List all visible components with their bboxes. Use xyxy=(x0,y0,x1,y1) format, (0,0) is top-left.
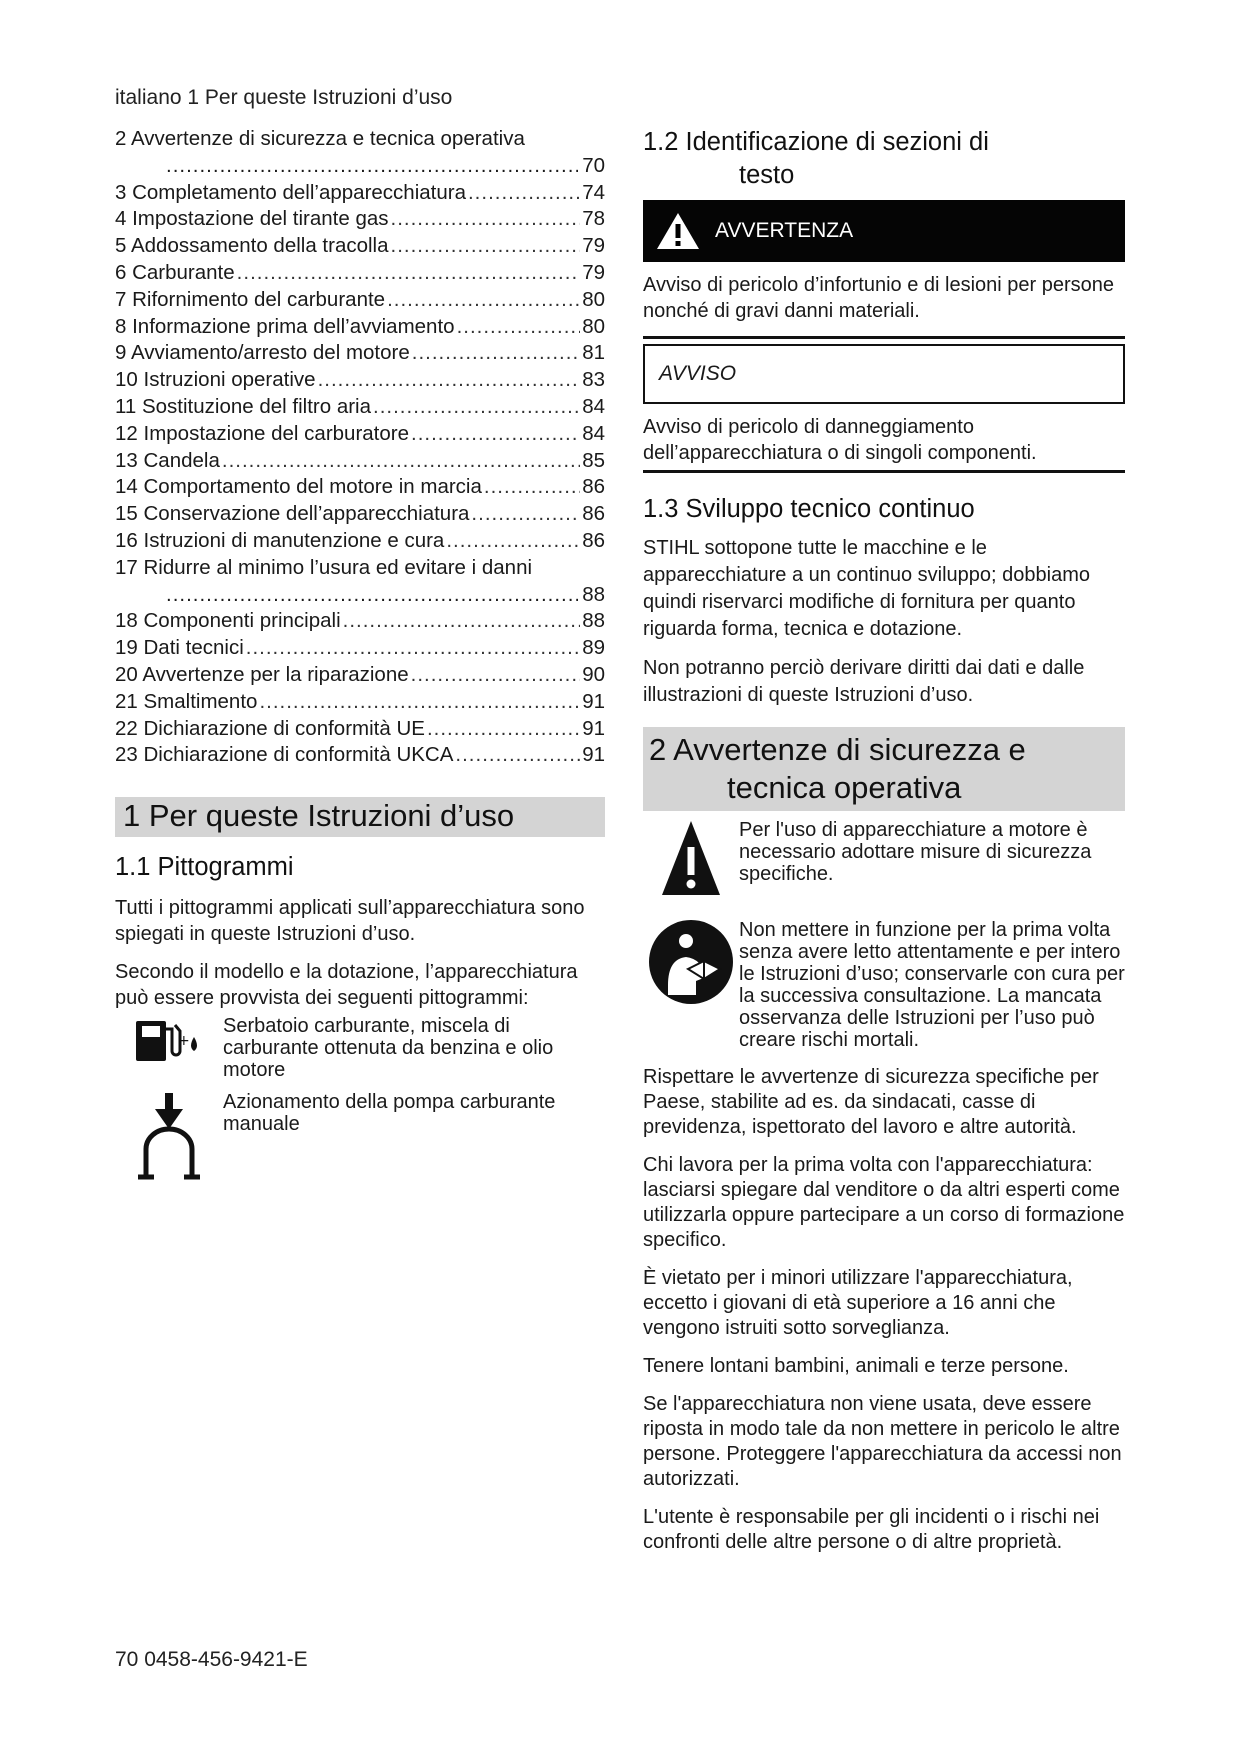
heading-line: tecnica operativa xyxy=(727,770,962,805)
toc-item-title: 23 Dichiarazione di conformità UKCA xyxy=(115,743,454,767)
right-column xyxy=(643,126,1125,1555)
toc-leader xyxy=(484,474,580,501)
toc-leader xyxy=(468,180,580,207)
toc-item[interactable] xyxy=(115,608,605,635)
toc-leader xyxy=(412,340,580,367)
toc-item[interactable] xyxy=(115,555,605,609)
table-of-contents xyxy=(115,126,605,769)
toc-item-page: 88 xyxy=(582,609,605,633)
toc-item-page: 90 xyxy=(582,662,605,686)
toc-item[interactable] xyxy=(115,340,605,367)
section-2-heading xyxy=(643,727,1125,811)
toc-item-title: 8 Informazione prima dell’avviamento xyxy=(115,314,455,338)
heading-line: testo xyxy=(739,161,795,189)
toc-leader xyxy=(411,421,580,448)
toc-item[interactable] xyxy=(115,180,605,207)
toc-item-page: 91 xyxy=(582,716,605,740)
toc-item-title: 9 Avviamento/arresto del motore xyxy=(115,341,410,365)
toc-item-title: 21 Smaltimento xyxy=(115,689,258,713)
toc-leader xyxy=(237,260,581,287)
paragraph: È vietato per i minori utilizzare l'apparecchiatura, eccetto i giovani di età superiore a 16 anni che vengono istruiti sotto sorveglianza. xyxy=(643,1267,1073,1339)
toc-item-page: 91 xyxy=(582,689,605,713)
toc-item-title: 2 Avvertenze di sicurezza e tecnica operativa xyxy=(115,127,525,150)
toc-leader xyxy=(166,582,578,609)
toc-item[interactable] xyxy=(115,287,605,314)
paragraph: Tenere lontani bambini, animali e terze persone. xyxy=(643,1355,1069,1377)
toc-leader xyxy=(446,528,580,555)
toc-item-page: 83 xyxy=(582,368,605,392)
toc-item-title: 20 Avvertenze per la riparazione xyxy=(115,662,409,686)
paragraph: Tutti i pittogrammi applicati sull’apparecchiatura sono spiegati in queste Istruzioni d’uso. xyxy=(115,897,585,946)
subsection-1-3-heading: 1.3 Sviluppo tecnico continuo xyxy=(643,495,975,523)
toc-item-page: 80 xyxy=(582,287,605,311)
toc-item-title: 3 Completamento dell’apparecchiatura xyxy=(115,180,466,204)
toc-leader xyxy=(259,689,580,716)
toc-item-page: 86 xyxy=(582,475,605,499)
toc-item-title: 17 Ridurre al minimo l’usura ed evitare i danni xyxy=(115,555,533,579)
paragraph: STIHL sottopone tutte le macchine e le apparecchiature a un continuo sviluppo; dobbiamo quindi riservarci modifiche di fornitura per quanto riguarda forma, tecnica e dotazione. xyxy=(643,537,1090,640)
toc-leader xyxy=(222,448,580,475)
toc-leader xyxy=(166,153,578,180)
toc-item-title: 4 Impostazione del tirante gas xyxy=(115,207,389,231)
svg-text:+: + xyxy=(178,1033,190,1050)
safety-icon-text: Non mettere in funzione per la prima volta senza avere letto attentamente e per intero le Istruzioni d’uso; conservarle con cura per la successiva consultazione. La mancata osservanza delle Istruzioni per l’uso può creare rischi mortali. xyxy=(739,919,1125,1051)
toc-item-page: 78 xyxy=(582,207,605,231)
toc-item[interactable] xyxy=(115,662,605,689)
paragraph: Se l'apparecchiatura non viene usata, deve essere riposta in modo tale da non mettere in pericolo le altre persone. Proteggere l'apparecchiatura da accessi non autorizzati. xyxy=(643,1393,1122,1490)
toc-item-title: 22 Dichiarazione di conformità UE xyxy=(115,716,425,740)
toc-leader xyxy=(318,367,581,394)
toc-leader xyxy=(387,287,580,314)
toc-item[interactable] xyxy=(115,716,605,743)
toc-item[interactable] xyxy=(115,501,605,528)
heading-line: 1.2 Identificazione di sezioni di xyxy=(643,128,989,156)
read-manual-icon xyxy=(648,919,734,1005)
toc-item-page: 79 xyxy=(582,260,605,284)
subsection-1-2-heading xyxy=(643,126,1125,192)
toc-item-page: 85 xyxy=(582,448,605,472)
toc-item-page: 91 xyxy=(582,743,605,767)
toc-leader xyxy=(391,206,581,233)
toc-item-page: 74 xyxy=(582,180,605,204)
notice-block xyxy=(643,336,1125,404)
pictogram-description: Serbatoio carburante, miscela di carburante ottenuta da benzina e olio motore xyxy=(223,1015,554,1082)
toc-item-title: 13 Candela xyxy=(115,448,220,472)
toc-item-title: 10 Istruzioni operative xyxy=(115,368,316,392)
toc-item-page: 79 xyxy=(582,234,605,258)
safety-icon-item xyxy=(643,919,1125,1051)
toc-item-page: 84 xyxy=(582,394,605,418)
toc-leader xyxy=(411,662,581,689)
toc-item-title: 18 Componenti principali xyxy=(115,609,341,633)
paragraph: Secondo il modello e la dotazione, l’apparecchiatura può essere provvista dei seguenti pittogrammi: xyxy=(115,961,578,1010)
paragraph: Rispettare le avvertenze di sicurezza specifiche per Paese, stabilite ad es. da sindacati, casse di previdenza, ispettorato del lavoro e altre autorità. xyxy=(643,1066,1099,1138)
toc-item[interactable] xyxy=(115,367,605,394)
toc-item-title: 5 Addossamento della tracolla xyxy=(115,234,389,258)
safety-icon-item xyxy=(643,819,1125,899)
warning-text: Avviso di pericolo d’infortunio e di lesioni per persone nonché di gravi danni materiali. xyxy=(643,274,1115,322)
left-column xyxy=(115,126,605,1183)
toc-item-page: 86 xyxy=(582,502,605,526)
toc-item[interactable] xyxy=(115,260,605,287)
warning-label: AVVERTENZA xyxy=(715,219,854,242)
pictogram-item xyxy=(115,1015,605,1081)
page-header: italiano 1 Per queste Istruzioni d’uso xyxy=(115,86,453,109)
warning-triangle-icon xyxy=(655,211,701,251)
paragraph: L'utente è responsabile per gli incidenti o i rischi nei confronti delle altre persone o di altre proprietà. xyxy=(643,1506,1100,1553)
toc-item[interactable] xyxy=(115,474,605,501)
toc-item[interactable] xyxy=(115,314,605,341)
heading-line: 2 Avvertenze di sicurezza e xyxy=(649,732,1026,767)
toc-item-page: 88 xyxy=(582,582,605,606)
warning-triangle-icon xyxy=(660,819,722,899)
toc-item-title: 14 Comportamento del motore in marcia xyxy=(115,475,482,499)
pictogram-item xyxy=(115,1091,605,1183)
toc-item-page: 70 xyxy=(582,153,605,177)
toc-item-page: 81 xyxy=(582,341,605,365)
toc-leader xyxy=(471,501,580,528)
primer-pump-icon xyxy=(134,1091,204,1183)
toc-item-page: 89 xyxy=(582,636,605,660)
toc-item[interactable] xyxy=(115,233,605,260)
toc-item[interactable] xyxy=(115,421,605,448)
toc-item[interactable] xyxy=(115,689,605,716)
toc-item-title: 12 Impostazione del carburatore xyxy=(115,421,410,445)
toc-item-page: 84 xyxy=(582,421,605,445)
toc-leader xyxy=(455,742,580,769)
page-footer: 70 0458-456-9421-E xyxy=(115,1648,308,1671)
toc-leader xyxy=(427,716,580,743)
paragraph: Non potranno perciò derivare diritti dai dati e dalle illustrazioni di queste Istruzioni d’uso. xyxy=(643,657,1085,706)
toc-item[interactable] xyxy=(115,742,605,769)
toc-item[interactable] xyxy=(115,394,605,421)
toc-leader xyxy=(373,394,580,421)
toc-item-title: 6 Carburante xyxy=(115,260,235,284)
notice-text: Avviso di pericolo di danneggiamento dell’apparecchiatura o di singoli componenti. xyxy=(643,414,1125,473)
toc-item-title: 15 Conservazione dell’apparecchiatura xyxy=(115,502,470,526)
safety-icon-text: Per l'uso di apparecchiature a motore è necessario adottare misure di sicurezza specifiche. xyxy=(739,819,1092,885)
toc-item-title: 7 Rifornimento del carburante xyxy=(115,287,386,311)
notice-label: AVVISO xyxy=(643,344,1125,404)
toc-leader xyxy=(246,635,580,662)
toc-item-title: 19 Dati tecnici xyxy=(115,636,244,660)
fuel-tank-icon xyxy=(134,1015,204,1065)
toc-leader xyxy=(343,608,581,635)
toc-leader xyxy=(391,233,581,260)
toc-item[interactable] xyxy=(115,126,605,180)
subsection-1-1-heading: 1.1 Pittogrammi xyxy=(115,853,294,882)
toc-leader xyxy=(457,314,581,341)
toc-item[interactable] xyxy=(115,635,605,662)
paragraph: Chi lavora per la prima volta con l'apparecchiatura: lasciarsi spiegare dal venditore o da altri esperti come utilizzarla oppure partecipare a un corso di formazione specifico. xyxy=(643,1154,1125,1251)
toc-item-title: 16 Istruzioni di manutenzione e cura xyxy=(115,528,445,552)
warning-banner xyxy=(643,200,1125,262)
toc-item-page: 80 xyxy=(582,314,605,338)
toc-item-page: 86 xyxy=(582,528,605,552)
pictogram-description: Azionamento della pompa carburante manuale xyxy=(223,1091,556,1136)
toc-item-title: 11 Sostituzione del filtro aria xyxy=(115,394,372,418)
section-1-heading: 1 Per queste Istruzioni d’uso xyxy=(115,797,605,837)
toc-item[interactable] xyxy=(115,528,605,555)
toc-item[interactable] xyxy=(115,448,605,475)
toc-item[interactable] xyxy=(115,206,605,233)
